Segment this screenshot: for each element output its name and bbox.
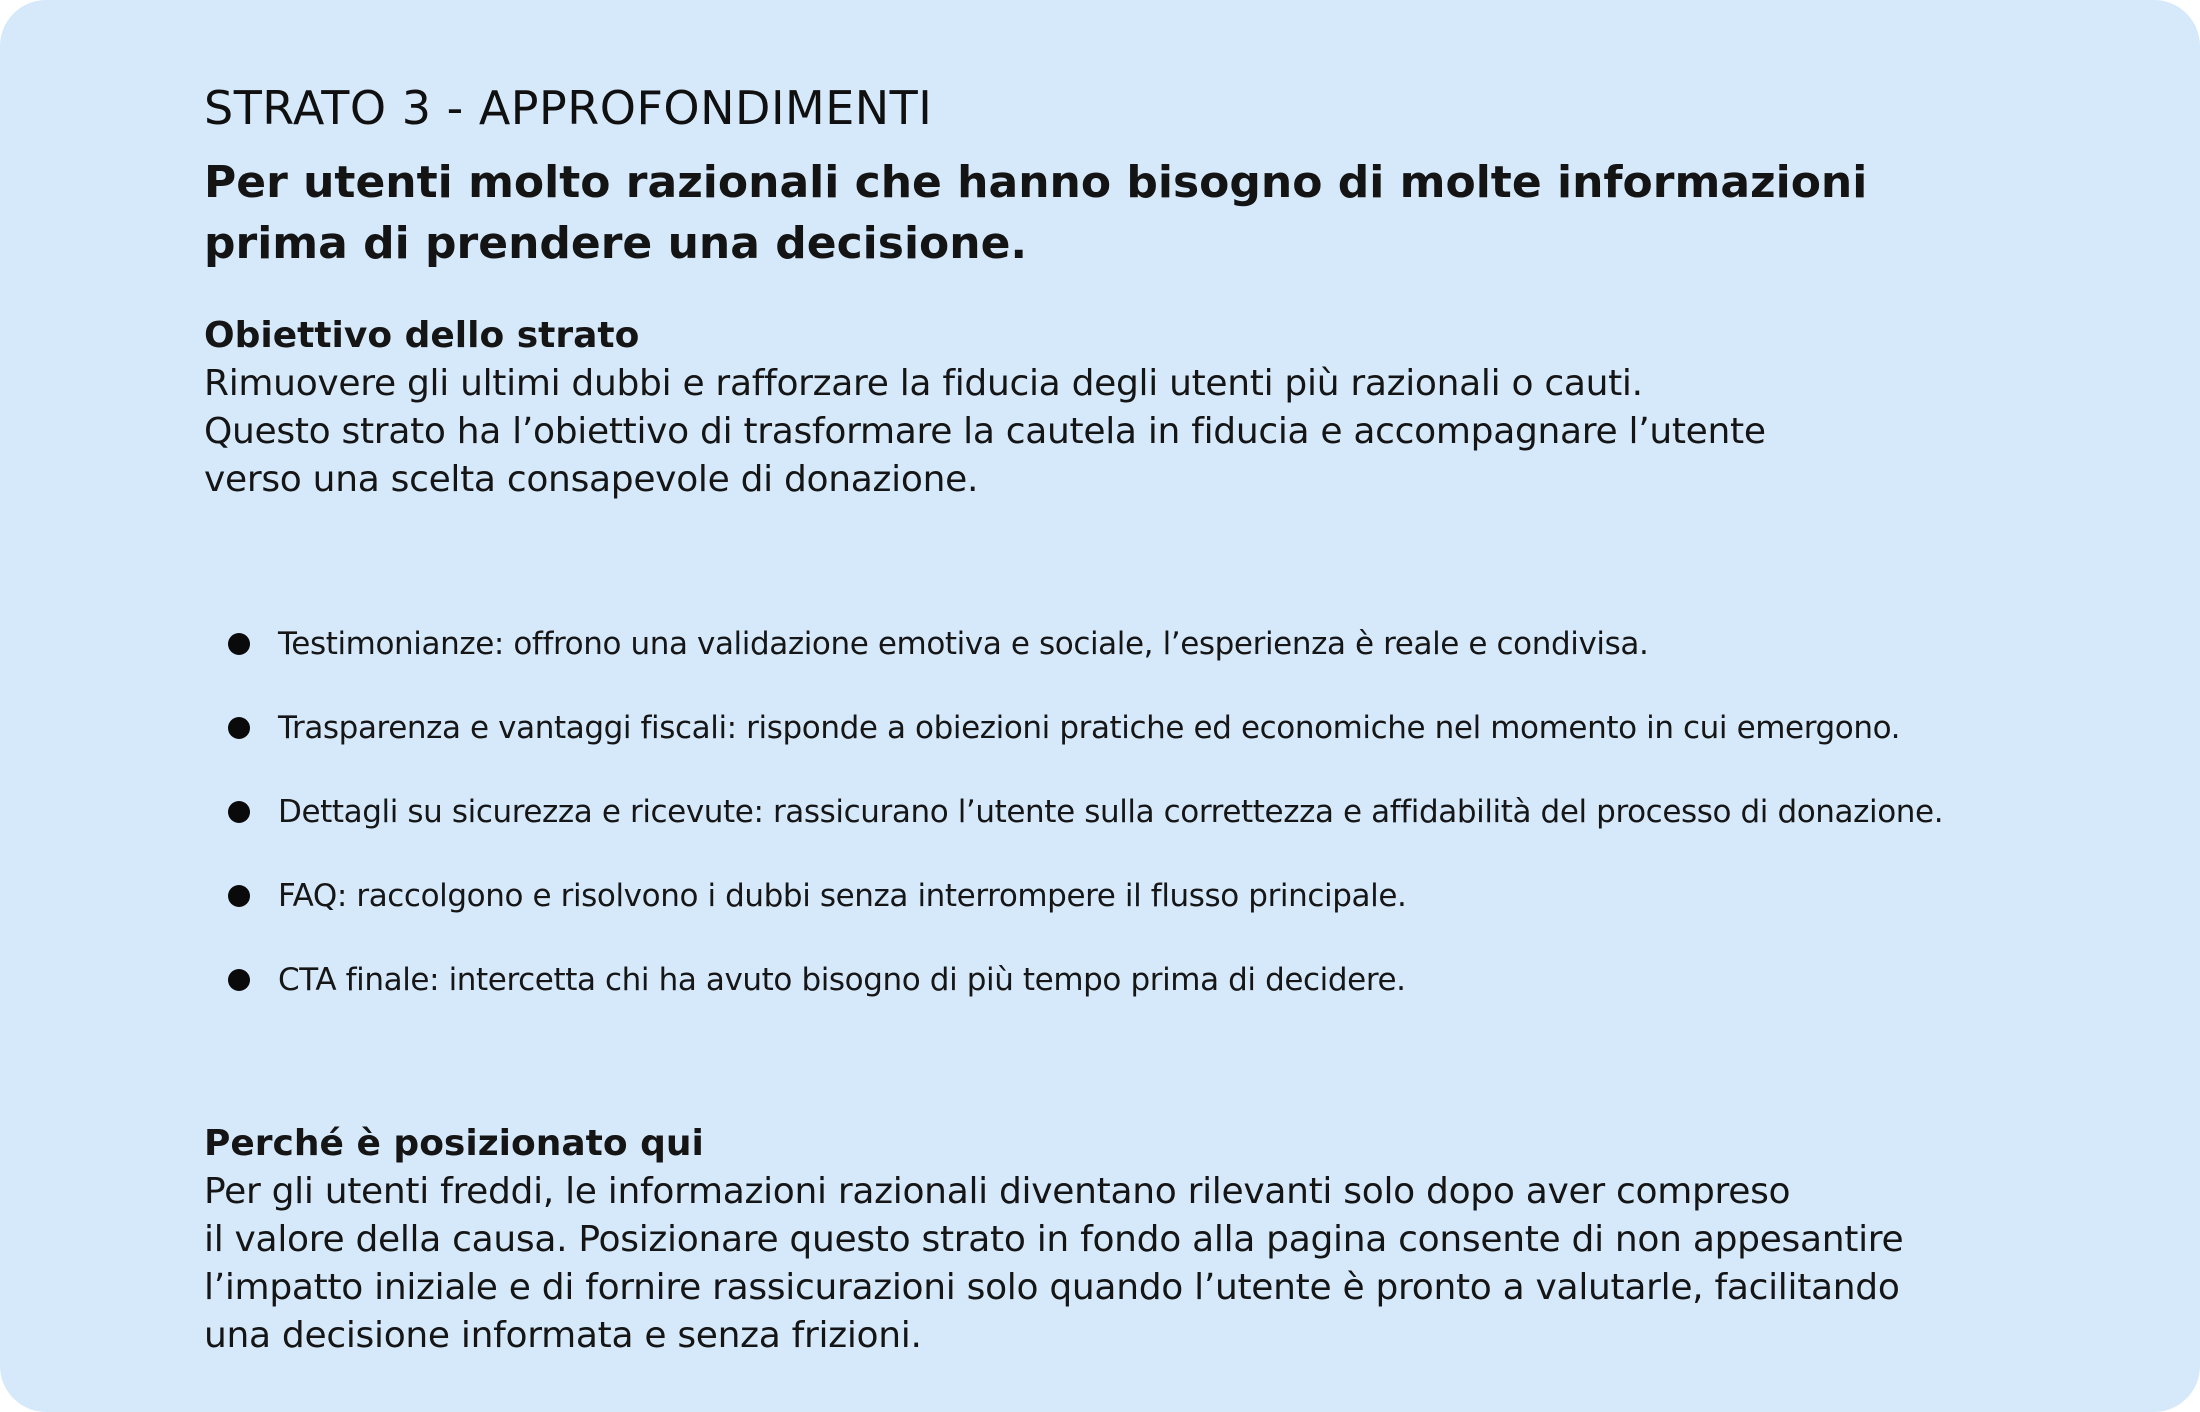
bullet-text: Dettagli su sicurezza e ricevute: rassicurano l’utente sulla correttezza e affidabilità del processo di donazione. — [278, 794, 1944, 830]
why-here-body — [204, 1168, 2064, 1360]
list-item — [228, 686, 2064, 770]
why-here-heading: Perché è posizionato qui — [204, 1123, 704, 1164]
layer-title: STRATO 3 - APPROFONDIMENTI — [204, 81, 933, 135]
why-here-section — [204, 1120, 2064, 1360]
list-item — [228, 602, 2064, 686]
bullet-dot-icon — [228, 633, 250, 655]
why-here-line: l’impatto iniziale e di fornire rassicurazioni solo quando l’utente è pronto a valutarle, facilitando — [204, 1267, 1900, 1308]
subtitle-line: Per utenti molto razionali che hanno bisogno di molte informazioni — [204, 157, 1868, 208]
bullet-dot-icon — [228, 801, 250, 823]
objective-body — [204, 360, 2064, 504]
bullet-dot-icon — [228, 969, 250, 991]
why-here-line: Per gli utenti freddi, le informazioni razionali diventano rilevanti solo dopo aver compreso — [204, 1171, 1791, 1212]
list-item — [228, 770, 2064, 854]
bullet-text: Trasparenza e vantaggi fiscali: risponde a obiezioni pratiche ed economiche nel momento in cui emergono. — [278, 710, 1901, 746]
bullet-dot-icon — [228, 717, 250, 739]
subtitle-line: prima di prendere una decisione. — [204, 218, 1028, 269]
list-item — [228, 938, 2064, 1022]
objective-section — [204, 312, 2064, 504]
bullet-text: FAQ: raccolgono e risolvono i dubbi senza interrompere il flusso principale. — [278, 878, 1407, 914]
objective-line: Questo strato ha l’obiettivo di trasformare la cautela in fiducia e accompagnare l’utente — [204, 411, 1766, 452]
layer-subtitle — [204, 152, 1868, 274]
objective-line: Rimuovere gli ultimi dubbi e rafforzare la fiducia degli utenti più razionali o cauti. — [204, 363, 1643, 404]
objective-line: verso una scelta consapevole di donazione. — [204, 459, 979, 500]
layer-content — [204, 78, 2064, 1360]
list-item — [228, 854, 2064, 938]
why-here-line: una decisione informata e senza frizioni. — [204, 1315, 922, 1356]
bullet-dot-icon — [228, 885, 250, 907]
content-bullet-list — [228, 602, 2064, 1022]
bullet-text: CTA finale: intercetta chi ha avuto bisogno di più tempo prima di decidere. — [278, 962, 1406, 998]
why-here-line: il valore della causa. Posizionare questo strato in fondo alla pagina consente di non appesantire — [204, 1219, 1904, 1260]
bullet-text: Testimonianze: offrono una validazione emotiva e sociale, l’esperienza è reale e condivisa. — [278, 626, 1649, 662]
objective-heading: Obiettivo dello strato — [204, 315, 640, 356]
